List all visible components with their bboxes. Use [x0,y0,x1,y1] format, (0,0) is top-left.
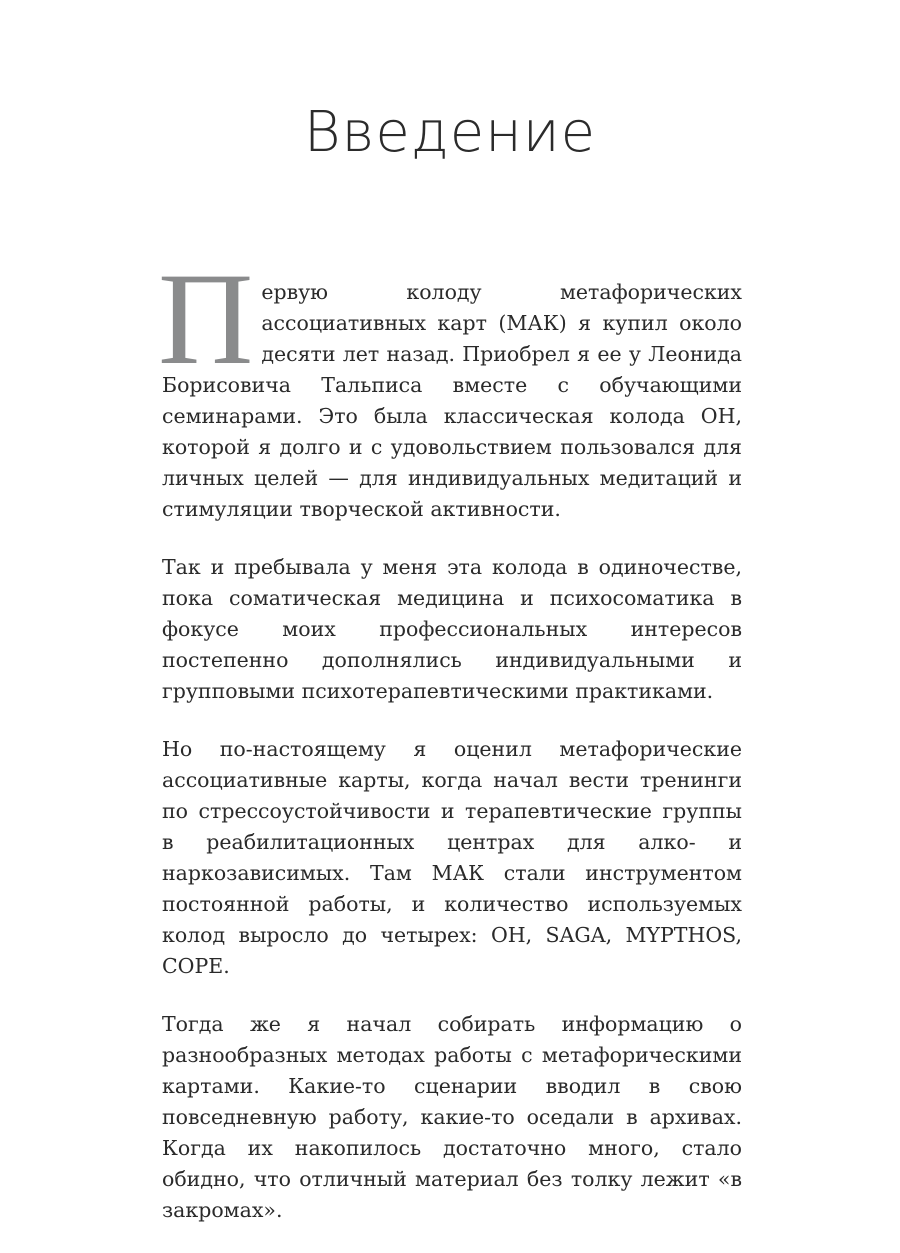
chapter-title: Введение [303,100,597,165]
paragraph-1 [158,245,742,525]
paragraph-2: Так и пребывала у меня эта колода в одиночестве, пока соматическая медицина и психосоматика в фокусе моих профессиональных интересов постепенно дополнялись индивидуальными и групповыми психотерапевтическими практиками. [162,555,742,703]
paragraph-3: Но по-настоящему я оценил метафорические ассоциативные карты, когда начал вести тренинги по стрессоустойчивости и терапевтические группы в реабилитационных центрах для алко- и наркозависимых. Там МАК стали инструментом постоянной работы, и количество используемых колод выросло до четырех: OH, SAGA, MYPTHOS, COPE. [162,737,742,978]
paragraph-1-text: ервую колоду метафорических ассоциативных карт (МАК) я купил около десяти лет назад. Приобрел я ее у Леонида Борисовича Тальписа вместе с обучающими семинарами. Это была классическая колода OH, которой я долго и с удовольствием пользовался для личных целей — для индивидуальных медитаций и стимуляции творческой активности. [162,280,742,521]
body-text [158,245,742,1253]
paragraph-4: Тогда же я начал собирать информацию о разнообразных методах работы с метафорическими картами. Какие-то сценарии вводил в свою повседневную работу, какие-то оседали в архивах. Когда их накопилось достаточно много, стало обидно, что отличный материал без толку лежит «в закромах». [162,1012,742,1222]
drop-cap: П [158,245,254,392]
